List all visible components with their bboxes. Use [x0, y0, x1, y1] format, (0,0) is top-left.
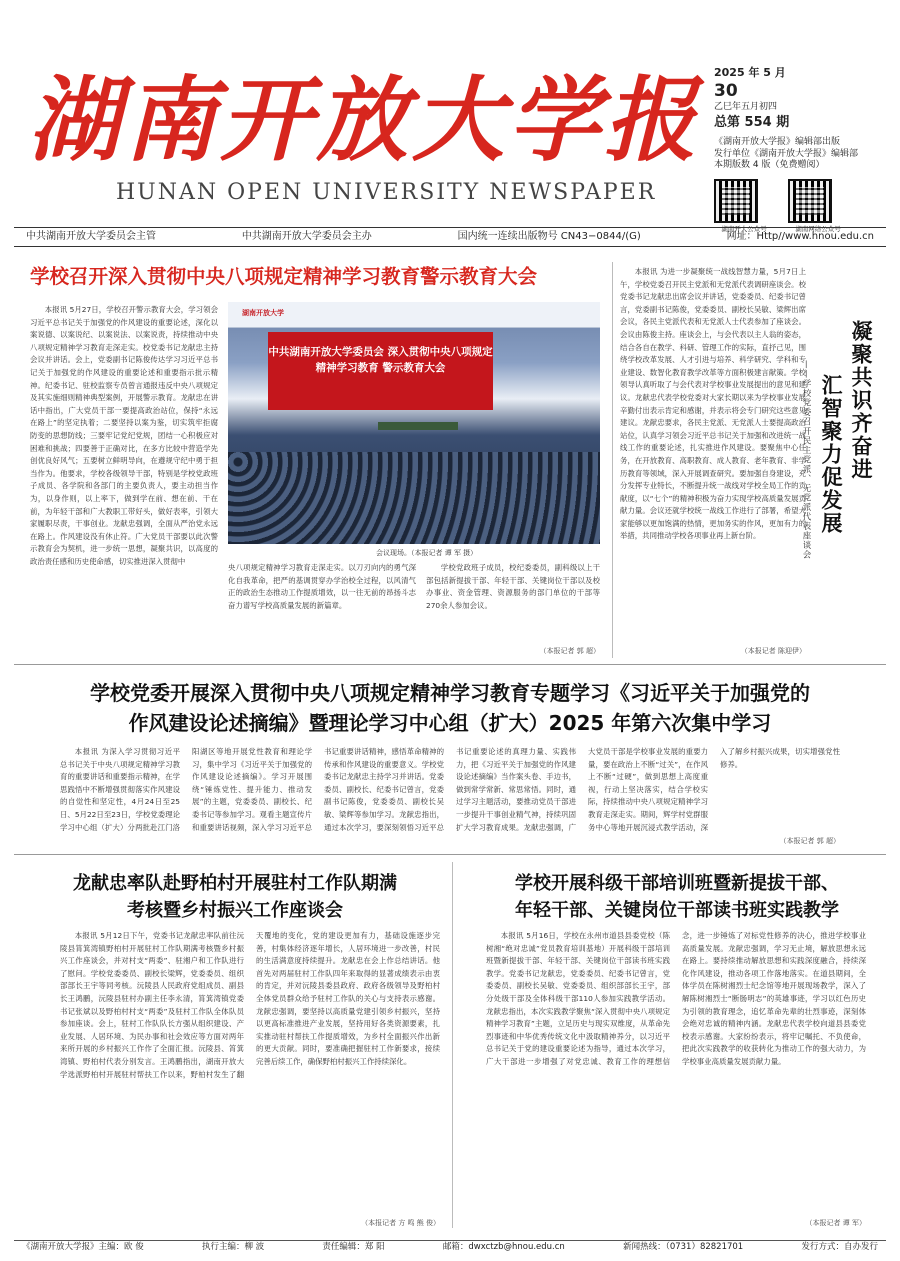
masthead-english-title: HUNAN OPEN UNIVERSITY NEWSPAPER — [116, 180, 657, 205]
article4-headline-1[interactable]: 学校开展科级干部培训班暨新提拔干部、 — [515, 873, 839, 894]
article4-text: 本报讯 5月16日，学校在永州市道县县委党校（陈树湘“绝对忠诚”党员教育培训基地）开展科级干部培训班暨新提拔干部、年轻干部、关键岗位干部读书班实践教学。党委书记龙献忠，党委委员、纪委书记曾言，党委委员、副校长吴敏、党委委员、组织部部长王宇，部分处级干部及全体科级干部110人参加实践教学活动。龙献忠指出，本次实践教学聚焦“深入贯彻中央八项规定精神学习教育”主题，立足历史与现实双维度，从革命先烈事迹和中华优秀传统文化中汲取精神养分，以习近平总书记关于党的建设重要论述为指导，通过本次学习，广大干部进一步增强了对党忠诚、教育工作的理想信念，进一步锤炼了对标党性修养的决心，推进学校事业高质量发展。龙献忠强调，学习无止境，解放思想永远在路上。要持续推动解放思想和实践深度融合，持续深化作风建设，推动各项工作落地落实。在道县期间，全体学员在陈树湘烈士纪念馆等地开展现场教学，深入了解陈树湘烈士“断肠明志”的英雄事迹，学习以红色历史为引领的教育理念，追忆革命先辈的壮烈事迹，深刻体会绝对忠诚的精神内涵。龙献忠代表学校向道县县委党校表示感谢。大家纷纷表示，将牢记嘱托、不负使命，把此次实践教学的收获转化为推动工作的强大动力，为学校事业高质量发展贡献力量。 — [486, 931, 866, 1066]
chief-editor: 《湖南开放大学报》主编：欧 俊 — [22, 1242, 144, 1252]
email-link[interactable]: 邮箱：dwxctzb@hnou.edu.cn — [442, 1242, 565, 1252]
sidebar-byline: （本报记者 陈迎伊） — [740, 647, 806, 655]
article1-text: 本报讯 5月27日，学校召开警示教育大会，学习领会习近平总书记关于加强党的作风建设的重要论述，深化以案说德、以案说纪、以案说法、以案说责，持续推动中央八项规定精神学习教育走深走实。校党委书记龙献忠主持会议并讲话。会上，党委副书记陈俊传达学习习近平总书记关于加强党的作风建设的重要论述和重要指示批示精神。纪委书记、驻校监察专员曾言通报违反中央八项规定及其实施细则精神典型案例，开展警示教育。龙献忠在讲话中指出，广大党员干部一要提高政治站位，保持“永远在路上”的坚定执着；二要坚持以案为鉴，切实筑牢拒腐防变的思想防线；三要牢记党纪党规，团结一心积极应对困难和挑战；四要善于正确对比，在多方比较中营造学先创优良好风气；五要树立鲜明导向，在遵规守纪中勇于担当作为。他要求，学校各级领导干部，特别是学校党政班子成员、各学院和各部门的主要负责人，要主动担当作为，以身作则，以上率下，做到学在前、想在前、干在前，为年轻干部和广大教职工带好头，做好表率，引领大家履职尽责，干事创业。龙献忠强调，全面从严治党永远在路上。作风建设没有休止符。广大党员干部要以此次警示教育会为契机，进一步统一思想，凝聚共识，以高度的政治责任感和历史使命感，切实推进深入贯彻中 — [30, 305, 218, 566]
article2-headline-1[interactable]: 学校党委开展深入贯彻中央八项规定精神学习教育专题学习《习近平关于加强党的 — [90, 681, 810, 705]
article1-byline: （本报记者 郭 超） — [539, 647, 600, 655]
sidebar-subtitle: ——学校党委召开民主党派、无党派代表座谈会 — [801, 360, 811, 560]
article4-headline-2[interactable]: 年轻干部、关键岗位干部读书班实践教学 — [515, 900, 839, 921]
masthead-title: 湖南开放大学报 — [28, 66, 701, 174]
total-issue: 总第 554 期 — [714, 115, 790, 130]
article1-text-end: 学校党政班子成员，校纪委委员，副科级以上干部包括新提拔干部、年轻干部、关键岗位干部以及校办事业、资金管理、资源服务的部门单位的干部等270余人参加会议。 — [426, 563, 600, 610]
article3-byline: （本报记者 方 鸣 熊 俊） — [361, 1219, 440, 1227]
photo-school-logo: 湖南开放大学 — [242, 309, 284, 317]
article3-text: 本报讯 5月12日下午，党委书记龙献忠率队前往沅陵县筲箕湾镇野柏村开展驻村工作队期满考核暨乡村振兴工作座谈会，并对村支“两委”、驻湘户和工作队进行了慰问。学校党委委员、副校长梁辉，党委委员、组织部部长王宇等同考核。沅陵县人民政府党组成员、副县长王鸿鹏，沅陵县驻村办副主任李永清，筲箕湾镇党委书记张斌以及野柏村村支“两委”及驻村工作队全体队员参加座谈。会上，驻村工作队队长方强从组织建设、产业发展、人居环境、为民办事和社会效应等方面对两年来所开展的乡村振兴工作作了全面汇报。沅陵县、筲箕湾镇、野柏村代表分别发言。王鸿鹏指出，湖南开放大学选派野柏村开展驻村帮扶工作以来，野柏村发生了翻天覆地的变化，党的建设更加有力，基础设施逐步完善，村集体经济逐年增长，人居环境进一步改善，村民的生活满意度持续提升。龙献忠在会上作总结讲话。他首先对两届驻村工作队四年来取得的显著成绩表示由衷的肯定，并对沅陵县委县政府、政府各级领导及野柏村全体党员群众给予驻村工作队的关心与支持表示感谢。龙献忠强调，要坚持以高质量党建引领乡村振兴，坚持以更高标准推进产业发展，坚持用好各类资源要素，扎实推动驻村帮扶工作提质增效，为乡村全面振兴作出新的更大贡献。同时，要准确把握驻村工作新要求，接续完善后续工作，确保野柏村振兴工作持续深化。 — [60, 931, 440, 1079]
article2-body — [60, 746, 840, 848]
news-hotline: 新闻热线：（0731）82821701 — [623, 1242, 744, 1252]
article2-text: 本报讯 为深入学习贯彻习近平总书记关于中央八项规定精神学习教育的重要讲话和重要指示精神，在学思践悟中不断增强贯彻落实作风建设的自觉性和坚定性，4月24日至25日、5月22日至23日，学校党委理论学习中心组（扩大）分两批赴江门洛阳湖区等地开展党性教育和理论学习，集中学习《习近平关于加强党的作风建设论述摘编》。学习开展围绕“锤炼党性、提升能力、推动发展”的主题，党委委员、副校长、纪委书记等参加学习。观看主题宣传片和重要讲话视频，深入学习习近平总书记重要讲话精神，感悟革命精神的传承和作风建设的重要意义。学校党委书记龙献忠主持学习并讲话。党委委员、副校长、纪委书记曾言，党委副书记陈俊，党委委员、副校长吴敏、梁辉等参加学习。龙献忠指出，通过本次学习，要深刻领悟习近平总书记重要论述的真理力量、实践伟力，把《习近平关于加强党的作风建设论述摘编》当作案头卷、手边书，做到常学常新、常思常悟。同时，通过学习主题活动，要推动党员干部进一步提升干事创业精气神，持续巩固扩大学习教育成果。龙献忠强调，广大党员干部是学校事业发展的重要力量，要在政治上不断“过关”，在作风上不断“过硬”，做到思想上高度重视，行动上坚决落实，结合学校实际，持续推动中央八项规定精神学习教育走深走实。期间，辉学村党群服务中心等地开展沉浸式教学活动，深入了解乡村振兴成果，切实增强党性修养。 — [60, 747, 840, 832]
sponsor: 中共湖南开放大学委员会主管 — [26, 231, 156, 242]
meeting-banner: 中共湖南开放大学委员会 深入贯彻中央八项规定精神学习教育 警示教育大会 — [268, 332, 493, 410]
sidebar-title-line1[interactable]: 凝聚共识齐奋进 — [849, 320, 874, 481]
article1-column-3 — [426, 562, 600, 650]
article4-body — [486, 930, 866, 1216]
pages-line: 本期版数 4 版（免费赠阅） — [714, 159, 825, 170]
sidebar-text: 本报讯 为进一步凝聚统一战线智慧力量，5月7日上午，学校党委召开民主党派和无党派代表调研座谈会。校党委书记龙献忠出席会议并讲话，党委委员、纪委书记曾言，党委副书记陈俊，党委委员、副校长吴敏、梁辉出席会议，各民主党派代表和无党派人士代表参加了座谈会。会议由陈俊主持。座谈会上，与会代表以主人翁的姿态，结合各自在教学、科研、管理工作的实际，直抒己见，围绕学校改革发展、人才引进与培养、科学研究、学科和专业建设、数智化教育教学改革等方面积极建言献策。学校领导认真听取了与会代表对学校事业发展提出的意见和建议。龙献忠代表学校党委对大家长期以来为学校事业发展辛勤付出表示肯定和感谢，并表示将会专门研究这些意见建议。龙献忠要求，各民主党派、无党派人士要提高政治站位，认真学习领会习近平总书记关于加强和改进统一战线工作的重要论述，扎实推进作风建设。要聚焦中心任务，在开放教育、高职教育、成人教育、老年教育、非学历教育等领域，深入开展调查研究。要加强自身建设，充分发挥专业特长，不断提升统一战线对学校全局工作的贡献度，以“七个”的精神积极为奋力实现学校高质量发展贡献力量。会议还就学校统一战线工作进行了部署，希望大家能够以更加饱满的热情，更加务实的作风，更加有力的举措，共同推动学校各项事业再上新台阶。 — [620, 267, 806, 541]
qr-caption: 湖南网络公众号 — [795, 225, 841, 233]
article3-headline-1[interactable]: 龙献忠率队赴野柏村开展驻村工作队期满 — [73, 873, 397, 894]
responsible-editor: 责任编辑：郑 阳 — [322, 1242, 385, 1252]
distribution-method: 发行方式：自办发行 — [801, 1242, 878, 1252]
article1-column-2 — [228, 562, 416, 650]
article2-byline: （本报记者 郭 超） — [779, 837, 840, 845]
article2-headline-2[interactable]: 作风建设论述摘编》暨理论学习中心组（扩大）2025 年第六次集中学习 — [128, 711, 772, 735]
serial-number: 国内统一连续出版物号 CN43−0844/(G) — [457, 231, 641, 242]
article4-byline: （本报记者 谭 军） — [805, 1219, 866, 1227]
qr-caption: 湖南开大公众号 — [721, 225, 767, 233]
article3-body — [60, 930, 440, 1216]
lunar-date: 乙巳年五月初四 — [714, 101, 778, 112]
issue-info — [714, 66, 894, 233]
distributor-line: 发行单位《湖南开放大学报》编辑部 — [714, 148, 859, 159]
article1-text-cont: 央八项规定精神学习教育走深走实。以刀刃向内的勇气深化自我革命，把严的基调贯穿办学治校全过程，以风清气正的政治生态推动工作提质增效，以一往无前的昂扬斗志奋力谱写学校高质量发展的新篇章。 — [228, 563, 416, 610]
publisher-line: 《湖南开放大学报》编辑部出版 — [714, 137, 841, 148]
photo-caption: 会议现场。（本报记者 谭 军 摄） — [376, 549, 478, 557]
executive-editor: 执行主编：柳 波 — [201, 1242, 265, 1252]
sidebar-article — [620, 266, 806, 642]
issue-year-month: 2025 年 5 月 — [714, 66, 786, 79]
qr-code-icon[interactable] — [714, 179, 758, 223]
sidebar-title-line2[interactable]: 汇智聚力促发展 — [819, 374, 844, 535]
qr-code-icon[interactable] — [788, 179, 832, 223]
website-link[interactable]: 网址：Http//www.hnou.edu.cn — [726, 231, 874, 242]
article1-column-1 — [30, 304, 218, 648]
masthead-info-bar — [14, 227, 886, 247]
issue-day: 30 — [714, 80, 738, 101]
article1-headline[interactable]: 学校召开深入贯彻中央八项规定精神学习教育警示教育大会 — [30, 265, 538, 288]
article3-headline-2[interactable]: 考核暨乡村振兴工作座谈会 — [127, 900, 343, 921]
footer-bar — [14, 1240, 886, 1254]
conference-photo — [228, 302, 600, 544]
host: 中共湖南开放大学委员会主办 — [241, 231, 372, 242]
